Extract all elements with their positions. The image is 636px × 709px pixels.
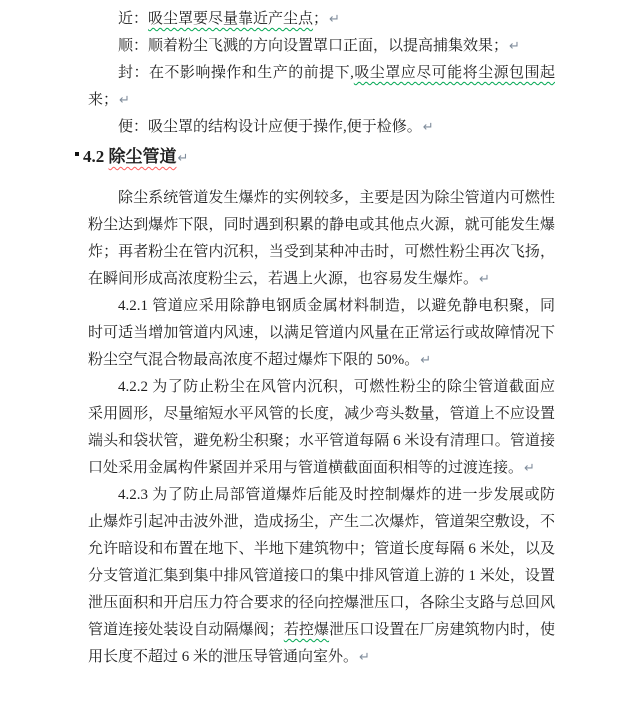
text-run: 4.2.2 为了防止粉尘在风管内沉积，可燃性粉尘的除尘管道截面应采用圆形，尽量缩短水平风管的长度，减少弯头数量，管道上不应设置端头和袋状管，避免粉尘积聚；水平管道每隔 6 米设有清理口。管道接口处采用金属构件紧固并采用与管道横截面面积相等的过渡连接。: [88, 379, 555, 476]
paragraph-mark-icon: ↵: [177, 151, 189, 166]
paragraph: [88, 293, 555, 374]
text-run: 来；: [88, 92, 119, 108]
spellcheck-underlined-text: 吸尘罩要尽量靠近产尘点: [148, 11, 314, 27]
paragraph-mark-icon: ↵: [329, 12, 340, 27]
paragraph: [88, 482, 555, 671]
spellcheck-underlined-text: 若控爆: [283, 622, 330, 638]
text-run: 顺：顺着粉尘飞溅的方向设置罩口正面，以提高捕集效果；: [118, 38, 509, 54]
text-run: 4.2.1 管道应采用除静电钢质金属材料制造，以避免静电积聚，同时可适当增加管道内风速，以满足管道内风量在正常运行或故障情况下粉尘空气混合物最高浓度不超过爆炸下限的 50%。: [88, 298, 555, 368]
paragraph-mark-icon: ↵: [524, 461, 535, 476]
text-run: ；: [313, 11, 329, 27]
paragraph-mark-icon: ↵: [509, 39, 520, 54]
text-run: 封：在不影响操作和生产的前提下,: [118, 65, 354, 81]
spellcheck-underlined-text: 除尘管道: [108, 147, 177, 166]
heading-bullet-icon: [75, 152, 79, 156]
paragraph: [88, 185, 555, 293]
paragraph: [88, 6, 555, 33]
paragraph: [88, 114, 555, 141]
paragraph-mark-icon: ↵: [119, 93, 130, 108]
section-heading: [75, 143, 555, 173]
text-run: 4.2.3 为了防止局部管道爆炸后能及时控制爆炸的进一步发展或防止爆炸引起冲击波外泄，造成扬尘，产生二次爆炸，管道架空敷设，不允许暗设和布置在地下、半地下建筑物中；管道长度每隔 6 米处，以及分支管道汇集到集中排风管道接口的集中排风管道上游的 1 米处，设置泄压面积和开启压力符合要求的径向控爆泄压口，各除尘支路与总回风管道连接处装设自动隔爆阀；: [88, 487, 555, 638]
paragraph-mark-icon: ↵: [422, 120, 434, 135]
text-run: 除尘系统管道发生爆炸的实例较多，主要是因为除尘管道内可燃性粉尘达到爆炸下限，同时遇到积累的静电或其他点火源，就可能发生爆炸；再者粉尘在管内沉积，当受到某种冲击时，可燃性粉尘再次飞扬，在瞬间形成高浓度粉尘云，若遇上火源，也容易发生爆炸。: [88, 190, 555, 287]
document-body[interactable]: [83, 6, 555, 671]
paragraph-mark-icon: ↵: [479, 272, 490, 287]
text-run: 4.2: [83, 147, 109, 166]
text-run: 便：吸尘罩的结构设计应便于操作,便于检修。: [118, 119, 422, 135]
text-run: 近：: [118, 11, 149, 27]
paragraph-mark-icon: ↵: [359, 650, 370, 665]
spellcheck-underlined-text: 吸尘罩应尽可能将尘源包围起: [353, 65, 555, 81]
paragraph-mark-icon: ↵: [420, 353, 432, 368]
paragraph: [88, 374, 555, 482]
paragraph: [88, 33, 555, 60]
text-run: 泄压口设置在厂房建筑物内时，使用长度不超过 6 米的泄压导管通向室外。: [88, 622, 555, 665]
paragraph: [88, 60, 555, 114]
